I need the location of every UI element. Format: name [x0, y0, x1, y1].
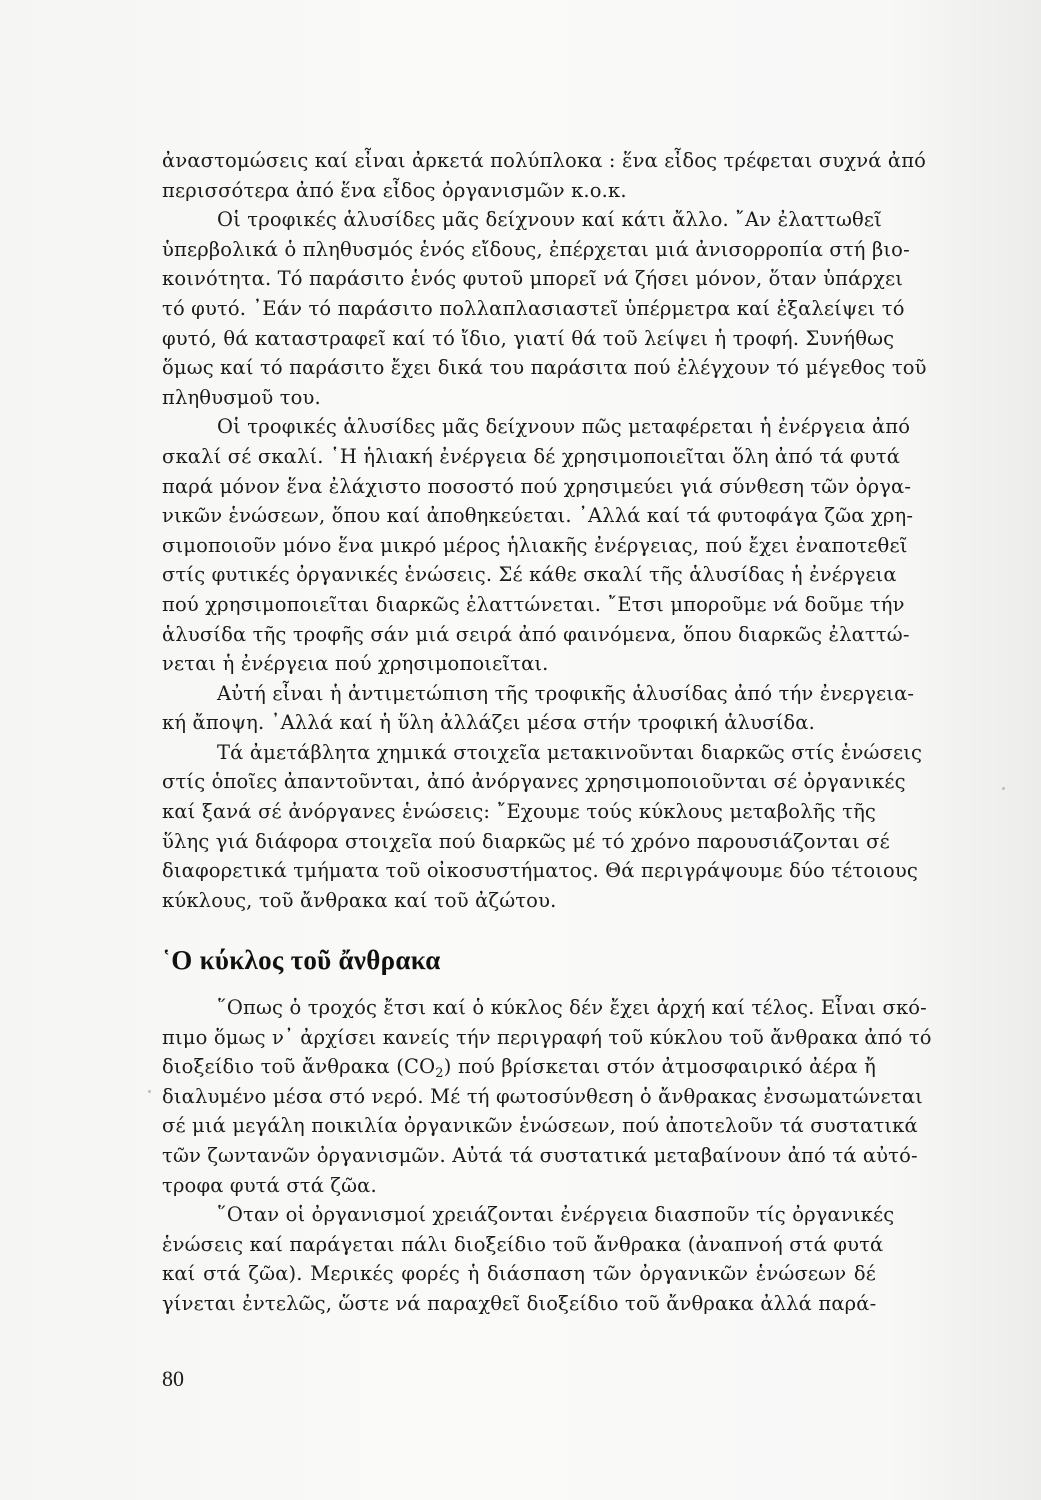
text-line: ῞Οπως ὁ τροχός ἔτσι καί ὁ κύκλος δέν ἔχει ἀρχή καί τέλος. Εἶναι σκό- [217, 996, 927, 1019]
text-line: κοινότητα. Τό παράσιτο ἑνός φυτοῦ μπορεῖ νά ζήσει μόνον, ὅταν ὑπάρχει [162, 267, 904, 291]
text-line: ἁλυσίδα τῆς τροφῆς σάν μιά σειρά ἀπό φαινόμενα, ὅπου διαρκῶς ἐλαττώ- [162, 622, 910, 646]
text-line: Οἱ τροφικές ἁλυσίδες μᾶς δείχνουν πῶς μεταφέρεται ἡ ἐνέργεια ἀπό [217, 415, 911, 439]
text-line: καί στά ζῶα). Μερικές φορές ἡ διάσπαση τῶν ὀργανικῶν ἑνώσεων δέ [162, 1262, 876, 1286]
text-line: Οἱ τροφικές ἁλυσίδες μᾶς δείχνουν καί κάτι ἄλλο. ῎Αν ἐλαττωθεῖ [217, 208, 882, 232]
text-line: πού χρησιμοποιεῖται διαρκῶς ἐλαττώνεται. ῎Ετσι μποροῦμε νά δοῦμε τήν [162, 592, 905, 616]
text-line: διαλυμένο μέσα στό νερό. Μέ τή φωτοσύνθεση ὁ ἄνθρακας ἐνσωματώνεται [162, 1084, 923, 1108]
text-line: νικῶν ἑνώσεων, ὅπου καί ἀποθηκεύεται. ᾿Αλλά καί τά φυτοφάγα ζῶα χρη- [162, 504, 914, 528]
text-line: διαφορετικά τμήματα τοῦ οἰκοσυστήματος. Θά περιγράψουμε δύο τέτοιους [162, 859, 919, 883]
text-line: γίνεται ἐντελῶς, ὥστε νά παραχθεῖ διοξείδιο τοῦ ἄνθρακα ἀλλά παρά- [162, 1291, 877, 1315]
text-line: περισσότερα ἀπό ἕνα εἶδος ὀργανισμῶν κ.ο.κ. [162, 178, 627, 202]
text-line: ἑνώσεις καί παράγεται πάλι διοξείδιο τοῦ ἄνθρακα (ἀναπνοή στά φυτά [162, 1232, 884, 1256]
text-line: πληθυσμοῦ του. [162, 385, 321, 409]
text-line: κή ἄποψη. ᾿Αλλά καί ἡ ὕλη ἀλλάζει μέσα στήν τροφική ἁλυσίδα. [162, 711, 815, 735]
text-line: ὑπερβολικά ὁ πληθυσμός ἑνός εἴδους, ἐπέρχεται μιά ἀνισορροπία στή βιο- [162, 237, 910, 261]
text-fragment: διοξείδιο τοῦ ἄνθρακα (CO [162, 1055, 436, 1079]
body-text-after-heading [162, 993, 932, 1319]
text-fragment: ) πού βρίσκεται στόν ἀτμοσφαιρικό ἀέρα ἤ [443, 1055, 876, 1079]
text-line: σκαλί σέ σκαλί. ῾Η ἡλιακή ἐνέργεια δέ χρησιμοποιεῖται ὅλη ἀπό τά φυτά [162, 444, 901, 468]
text-line-with-subscript [162, 1052, 876, 1082]
text-line: Αὐτή εἶναι ἡ ἀντιμετώπιση τῆς τροφικῆς ἁλυσίδας ἀπό τήν ἐνεργεια- [217, 681, 915, 705]
text-line: σιμοποιοῦν μόνο ἕνα μικρό μέρος ἡλιακῆς ἐνέργειας, πού ἔχει ἐναποτεθεῖ [162, 533, 908, 557]
text-line: τῶν ζωντανῶν ὀργανισμῶν. Αὐτά τά συστατικά μεταβαίνουν ἀπό τά αὐτό- [162, 1143, 918, 1167]
text-line: ῞Οταν οἱ ὀργανισμοί χρειάζονται ἐνέργεια διασποῦν τίς ὀργανικές [217, 1203, 895, 1227]
text-line: τό φυτό. ᾿Εάν τό παράσιτο πολλαπλασιαστεῖ ὑπέρμετρα καί ἐξαλείψει τό [162, 296, 905, 320]
section-heading: ῾Ο κύκλος τοῦ ἄνθρακα [162, 945, 441, 975]
body-text-before-heading [162, 146, 927, 915]
text-line: πιμο ὅμως ν᾿ ἀρχίσει κανείς τήν περιγραφή τοῦ κύκλου τοῦ ἄνθρακα ἀπό τό [162, 1025, 932, 1049]
text-line: φυτό, θά καταστραφεῖ καί τό ἴδιο, γιατί θά τοῦ λείψει ἡ τροφή. Συνήθως [162, 326, 895, 350]
scan-speck [148, 1090, 151, 1093]
text-line: τροφα φυτά στά ζῶα. [162, 1173, 377, 1197]
text-line: ὅμως καί τό παράσιτο ἔχει δικά του παράσιτα πού ἐλέγχουν τό μέγεθος τοῦ [162, 356, 927, 380]
text-line: στίς φυτικές ὀργανικές ἑνώσεις. Σέ κάθε σκαλί τῆς ἁλυσίδας ἡ ἐνέργεια [162, 563, 897, 587]
text-line: Τά ἀμετάβλητα χημικά στοιχεῖα μετακινοῦνται διαρκῶς στίς ἑνώσεις [217, 740, 923, 764]
text-line: νεται ἡ ἐνέργεια πού χρησιμοποιεῖται. [162, 652, 549, 676]
text-line: κύκλους, τοῦ ἄνθρακα καί τοῦ ἀζώτου. [162, 888, 557, 912]
subscript: 2 [435, 1066, 444, 1082]
text-line: σέ μιά μεγάλη ποικιλία ὀργανικῶν ἑνώσεων, πού ἀποτελοῦν τά συστατικά [162, 1114, 918, 1138]
scan-speck [1002, 787, 1005, 790]
text-line: ὕλης γιά διάφορα στοιχεῖα πού διαρκῶς μέ τό χρόνο παρουσιάζονται σέ [162, 829, 890, 853]
text-line: καί ξανά σέ ἀνόργανες ἑνώσεις: ῎Εχουμε τούς κύκλους μεταβολῆς τῆς [162, 800, 876, 824]
text-line: στίς ὁποῖες ἀπαντοῦνται, ἀπό ἀνόργανες χρησιμοποιοῦνται σέ ὀργανικές [162, 770, 906, 794]
text-line: παρά μόνον ἕνα ἐλάχιστο ποσοστό πού χρησιμεύει γιά σύνθεση τῶν ὀργα- [162, 474, 912, 498]
page-number: 80 [162, 1366, 184, 1391]
text-line: ἀναστομώσεις καί εἶναι ἀρκετά πολύπλοκα : ἕνα εἶδος τρέφεται συχνά ἀπό [162, 149, 927, 172]
